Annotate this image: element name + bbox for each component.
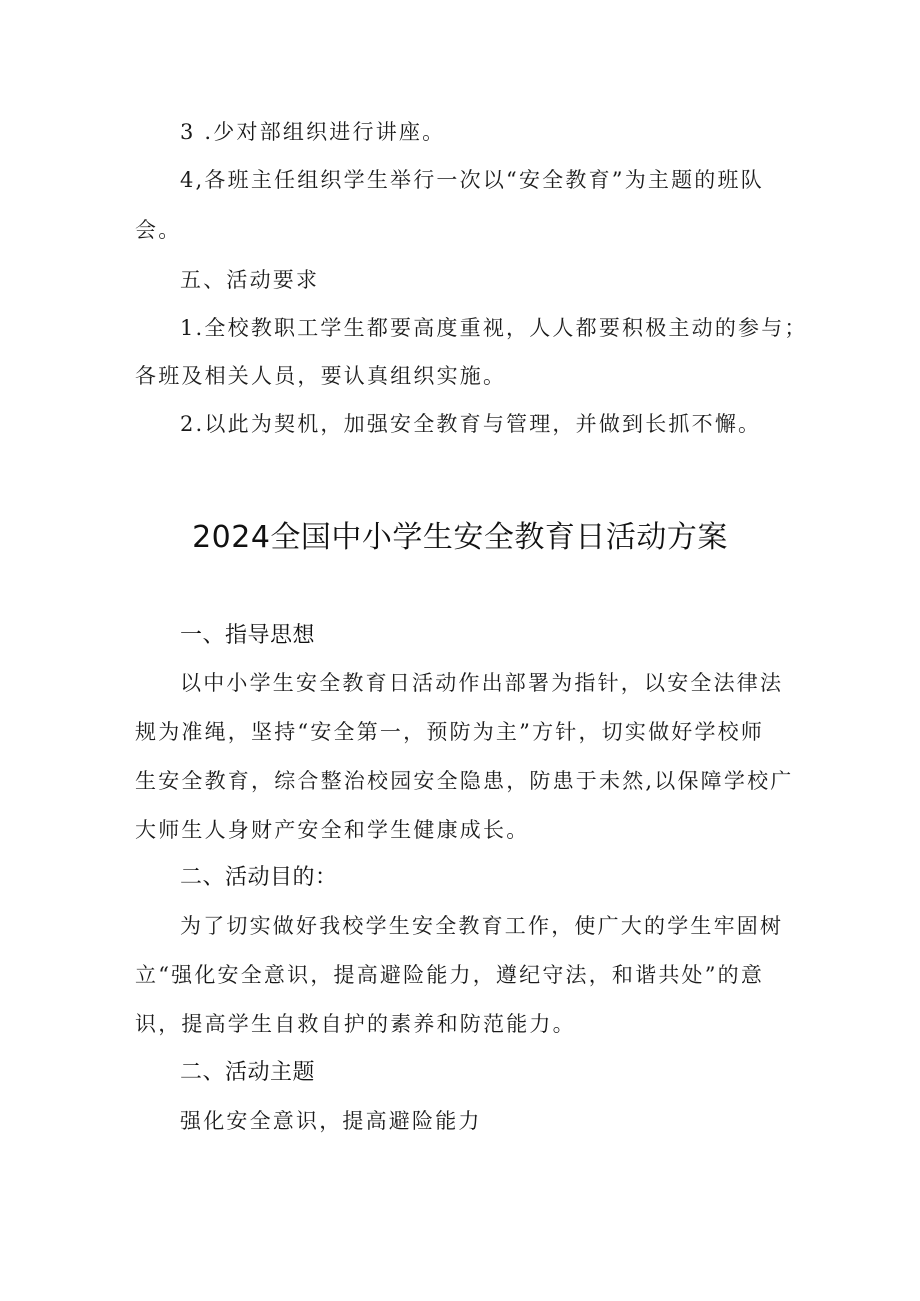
list-item-3: 3 .少对部组织进行讲座。	[180, 120, 446, 144]
requirement-1-line2: 各班及相关人员，要认真组织实施。	[135, 364, 507, 388]
section-3-text: 强化安全意识，提高避险能力	[180, 1109, 482, 1133]
section-1-line-3: 生安全教育，综合整治校园安全隐患，防患于未然,以保障学校广	[135, 769, 794, 793]
section-1-heading: 一、指导思想	[180, 623, 316, 648]
document-title: 2024全国中小学生安全教育日活动方案	[192, 520, 728, 555]
section-1-line-1: 以中小学生安全教育日活动作出部署为指针，以安全法律法	[180, 671, 784, 695]
section-1-line-2: 规为准绳，坚持“安全第一，预防为主”方针，切实做好学校师	[135, 720, 765, 744]
section-2-heading: 二、活动目的：	[180, 865, 338, 890]
section-2-line-3: 识，提高学生自救自护的素养和防范能力。	[135, 1012, 576, 1036]
requirement-1-line1: 1.全校教职工学生都要高度重视，人人都要积极主动的参与；	[180, 316, 808, 340]
section-2-line-1: 为了切实做好我校学生安全教育工作，使广大的学生牢固树	[180, 914, 784, 938]
list-item-4-line2: 会。	[135, 218, 182, 242]
section-2-line-2: 立“强化安全意识，提高避险能力，遵纪守法，和谐共处”的意	[135, 963, 765, 987]
requirement-2: 2.以此为契机，加强安全教育与管理，并做到长抓不懈。	[180, 412, 762, 436]
section-1-line-4: 大师生人身财产安全和学生健康成长。	[135, 818, 530, 842]
section-3-heading: 二、活动主题	[180, 1060, 316, 1085]
section-5-heading: 五、活动要求	[180, 268, 320, 292]
list-item-4-line1: 4,各班主任组织学生举行一次以“安全教育”为主题的班队	[180, 168, 764, 192]
